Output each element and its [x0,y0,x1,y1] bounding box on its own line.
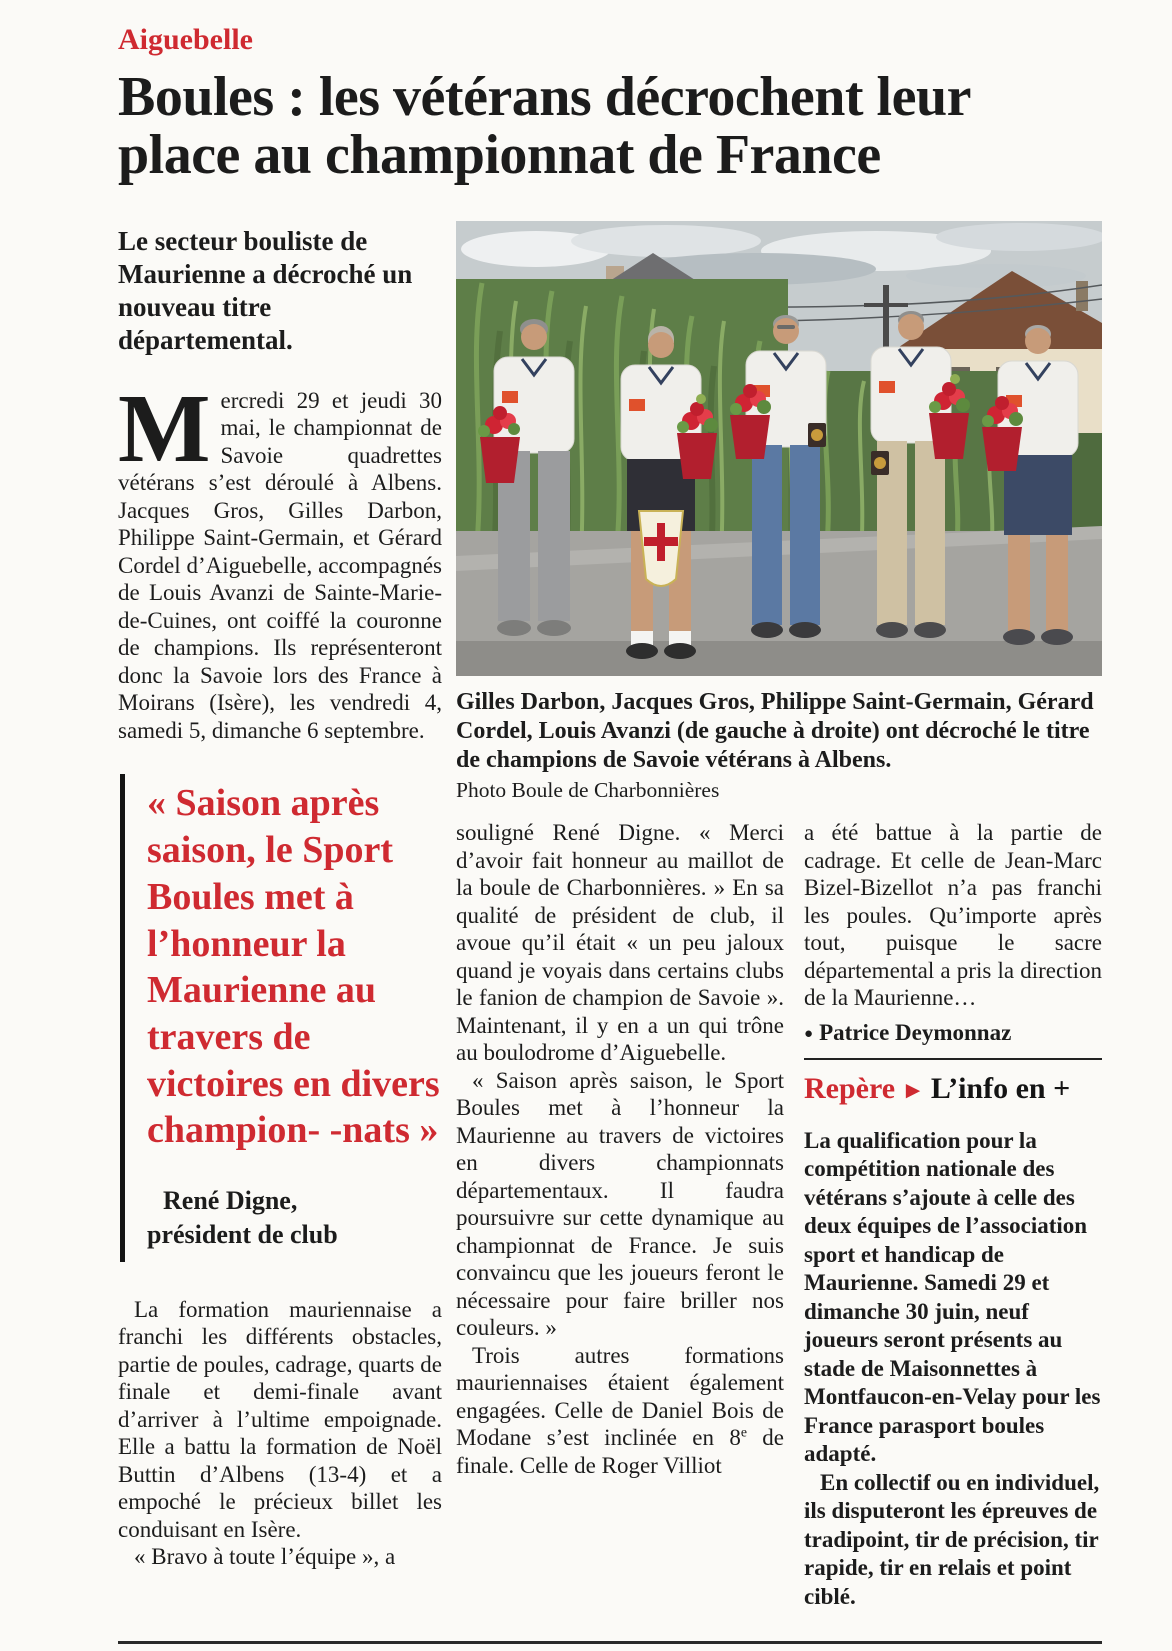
paragraph-4: souligné René Digne. « Merci d’avoir fait honneur au maillot de la boule de Charbonnières. » En sa qualité de président de club, il avoue qu’il était « un peu jaloux quand je voyais dans certains clubs le fanion de champion de Savoie ». Maintenant, il y en a un qui trône au boulodrome d’Aiguebelle. [456,820,784,1066]
ordinal-superscript: e [740,1424,747,1440]
paragraph-6 [456,1342,784,1480]
pennant-icon [639,511,683,586]
byline-bullet-icon: ● [804,1025,814,1042]
medal-icon [808,423,826,447]
paragraph-6-end: de finale. Celle de Roger Villiot [456,1425,785,1478]
info-paragraph-2: En collectif ou en individuel, ils disputeront les épreuves de tradipoint, tir de précision, tir rapide, tir en relais et point ciblé. [804,1469,1100,1609]
photo-caption: Gilles Darbon, Jacques Gros, Philippe Saint-Germain, Gérard Cordel, Louis Avanzi (de gauche à droite) ont décroché le titre de champions de Savoie vétérans à Albens. [456,689,1094,773]
page-bottom-divider [118,1641,1102,1644]
quote-author-role: président de club [147,1220,338,1250]
standfirst: Le secteur bouliste de Maurienne a décroché un nouveau titre départemental. [118,226,413,355]
repere-title: L’info en + [930,1071,1071,1105]
paragraph-5: « Saison après saison, le Sport Boules met à l’honneur la Maurienne au travers de victoires en divers championnats départementaux. Il faudra poursuivre sur cette dynamique au championnat de France. Je suis convaincu que les joueurs feront le nécessaire pour faire briller nos couleurs. » [456,1067,784,1341]
paragraph-2: La formation mauriennaise a franchi les différents obstacles, partie de poules, cadrage, quarts de finale et demi-finale avant d’arriver à l’ultime empoignade. Elle a battu la formation de Noël Buttin d’Albens (13-4) et a empoché le précieux billet les conduisant en Isère. [118,1296,442,1542]
left-column [118,221,442,1611]
repere-arrow-icon: ► [901,1077,925,1104]
article-headline: Boules : les vétérans décrochent leur place au championnat de France [118,65,970,187]
repere-box [804,1058,1102,1612]
quote-attribution [147,1184,442,1252]
repere-header [804,1072,1102,1105]
article-photo [456,221,1102,676]
lower-columns [456,819,1102,1611]
paragraph-6-start: Trois autres formations mauriennaises étaient également engagées. Celle de Daniel Bois de Modane s’est inclinée en 8 [456,1342,784,1451]
medal-icon [871,451,889,475]
author-byline [804,1020,1102,1046]
byline-name: Patrice Deymonnaz [819,1019,1012,1045]
paragraph-1 [118,374,442,745]
pull-quote-block [120,774,442,1261]
photo-illustration [456,221,1102,676]
drop-cap: M [118,374,211,483]
quote-author: René Digne, [163,1186,298,1216]
right-area [456,221,1102,1611]
article-columns [118,221,1102,1611]
photo-credit: Photo Boule de Charbonnières [456,778,720,803]
middle-column [456,819,784,1611]
paragraph-3: « Bravo à toute l’équipe », a [134,1544,396,1570]
right-column [804,819,1102,1611]
pull-quote: « Saison après saison, le Sport Boules met à l’honneur la Maurienne au travers de victoires en divers champion- -nats » [147,782,440,1152]
repere-label: Repère [804,1071,896,1105]
paragraph-1-text: ercredi 29 et jeudi 30 mai, le championnat de Savoie quadrettes vétérans s’est déroulé à Albens. Jacques Gros, Gilles Darbon, Philippe Saint-Germain, et Gérard Cordel d’Aiguebelle, accompagnés de Louis Avanzi de Sainte-Marie-de-Cuines, ont coiffé la couronne de champions. Ils représenteront donc la Savoie lors des France à Moirans (Isère), les vendredi 4, samedi 5, dimanche 6 septembre. [118,387,442,743]
section-kicker: Aiguebelle [118,23,253,56]
paragraph-7: a été battue à la partie de cadrage. Et celle de Jean-Marc Bizel-Bizellot n’a pas franchi les poules. Qu’importe après tout, puisque le sacre départemental a pris la direction de la Maurienne… [804,820,1102,1011]
info-paragraph-1: La qualification pour la compétition nationale des vétérans s’ajoute à celle des deux équipes de l’association sport et handicap de Maurienne. Samedi 29 et dimanche 30 juin, neuf joueurs seront présents au stade de Maisonnettes à Montfaucon-en-Velay pour les France parasport boules adapté. [804,1127,1101,1467]
